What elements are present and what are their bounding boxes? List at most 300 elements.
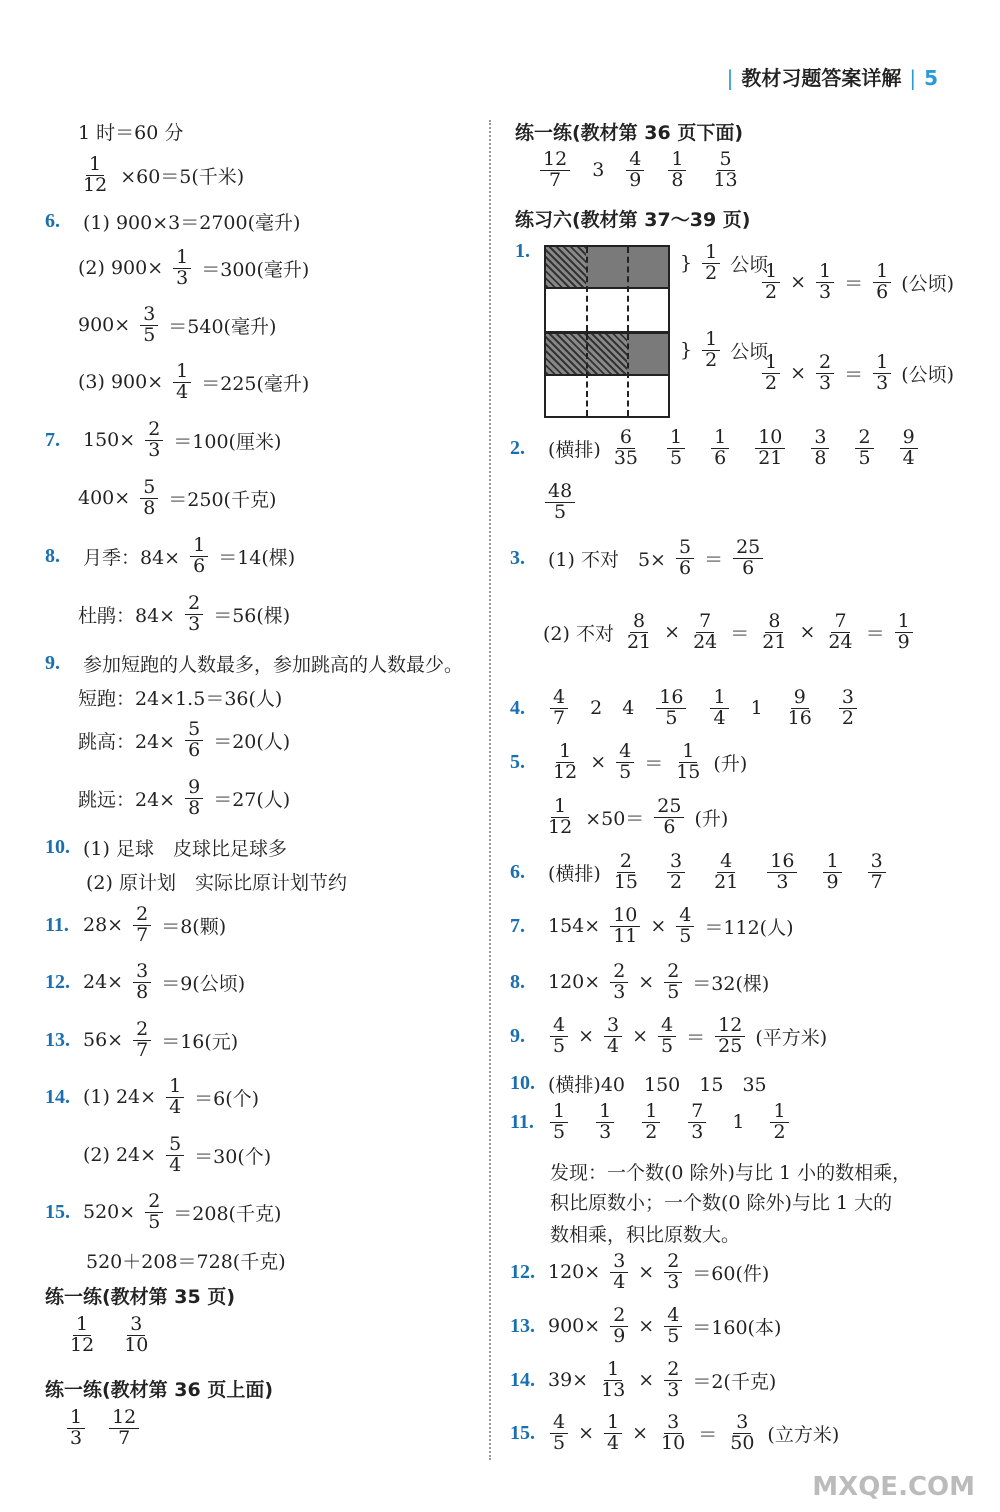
page-header	[719, 62, 938, 91]
fraction	[785, 688, 815, 729]
fraction	[140, 478, 158, 519]
unit: (升)	[694, 807, 729, 830]
expr-post: ×60＝5(千米)	[120, 165, 245, 188]
line	[45, 650, 463, 677]
fraction	[711, 428, 729, 469]
denominator: 5	[858, 446, 871, 469]
denominator: 3	[613, 980, 626, 1003]
denominator: 9	[613, 1324, 626, 1347]
line	[65, 1315, 153, 1356]
fraction	[109, 1408, 139, 1449]
section-title: 练一练(教材第 36 页上面)	[45, 1379, 274, 1401]
expr-pre: 900×	[548, 1315, 601, 1338]
fraction	[610, 1252, 628, 1293]
numerator: 6	[617, 428, 635, 449]
expr-post: ＝32(棵)	[692, 972, 770, 995]
fraction	[658, 1413, 688, 1454]
question-number: 8.	[45, 544, 60, 567]
question-number: 6.	[45, 210, 60, 232]
denominator: 4	[169, 1095, 182, 1118]
question-number: 2.	[510, 436, 525, 459]
answer-row	[548, 1102, 791, 1143]
op: ×	[790, 362, 807, 385]
numerator: 16	[656, 688, 686, 709]
denominator: 8	[136, 980, 149, 1003]
fraction	[166, 1077, 184, 1118]
denominator: 21	[626, 630, 652, 653]
denominator: 4	[902, 446, 915, 469]
line	[550, 1188, 892, 1215]
denominator: 2	[773, 1120, 786, 1143]
numerator: 1	[604, 1360, 622, 1381]
numerator: 48	[545, 482, 575, 503]
numerator: 8	[630, 612, 648, 633]
op: ＝	[844, 363, 864, 386]
denominator: 13	[713, 168, 738, 191]
question-number: 13.	[45, 1028, 70, 1051]
fraction	[185, 720, 203, 761]
fraction	[604, 1413, 622, 1454]
answer-row	[65, 1315, 153, 1356]
fraction	[676, 538, 694, 579]
numerator: 5	[185, 720, 203, 741]
diagram-2-dash1	[586, 334, 588, 416]
expr-post: ＝540(毫升)	[168, 315, 277, 338]
brace-label	[680, 330, 768, 371]
fraction	[811, 428, 829, 469]
line	[510, 1252, 769, 1293]
expr-post: ＝160(本)	[692, 1316, 782, 1339]
denominator: 3	[599, 1120, 612, 1143]
denominator: 6	[742, 556, 755, 579]
expr-pre: (2) 900×	[78, 257, 164, 280]
numerator: 7	[688, 1102, 706, 1123]
expr-post: ＝16(元)	[161, 1030, 239, 1053]
fraction	[710, 688, 728, 729]
denominator: 3	[667, 1270, 680, 1293]
numerator: 1	[873, 262, 891, 283]
denominator: 2	[705, 261, 718, 284]
fraction	[654, 797, 684, 838]
numerator: 12	[715, 1016, 745, 1037]
denominator: 3	[819, 280, 832, 303]
numerator: 4	[550, 1016, 568, 1037]
expr-post: ＝8(颗)	[161, 915, 227, 938]
diagram-2-midline	[546, 374, 668, 376]
op: ×	[650, 915, 667, 938]
line	[78, 478, 276, 519]
numerator: 2	[133, 1020, 151, 1041]
fraction	[755, 428, 785, 469]
fraction	[667, 852, 685, 893]
numerator: 1	[173, 248, 191, 269]
diagram-1-hatch	[546, 247, 586, 287]
numerator: 3	[140, 305, 158, 326]
fraction	[690, 612, 720, 653]
denominator: 8	[188, 796, 201, 819]
op: ＝	[698, 1423, 718, 1446]
denominator: 6	[188, 738, 201, 761]
denominator: 7	[118, 1426, 131, 1449]
section-title: 练习六(教材第 37～39 页)	[515, 209, 751, 231]
denominator: 6	[193, 554, 206, 577]
denominator: 3	[691, 1120, 704, 1143]
numerator: 2	[133, 905, 151, 926]
numerator: 1	[762, 262, 780, 283]
numerator: 4	[550, 688, 568, 709]
numerator: 2	[145, 1192, 163, 1213]
line	[45, 834, 287, 861]
line	[510, 428, 920, 469]
op: ×	[632, 1422, 649, 1445]
line	[78, 248, 309, 289]
numerator: 1	[596, 1102, 614, 1123]
op: ＝	[686, 1026, 706, 1049]
numerator: 3	[868, 852, 886, 873]
numerator: 1	[702, 330, 720, 351]
op: ＝	[844, 272, 864, 295]
denominator: 5	[554, 500, 567, 523]
denominator: 6	[876, 280, 889, 303]
line	[78, 118, 183, 145]
line	[45, 905, 226, 946]
question-number: 12.	[45, 970, 70, 993]
op: ×	[638, 971, 655, 994]
fraction	[868, 852, 886, 893]
denominator: 3	[148, 438, 161, 461]
line	[510, 852, 888, 893]
op: ×	[799, 621, 816, 644]
numerator: 10	[755, 428, 785, 449]
expr-pre: 520×	[83, 1201, 136, 1224]
denominator: 2	[765, 371, 778, 394]
numerator: 3	[127, 1315, 145, 1336]
numerator: 1	[679, 742, 697, 763]
diagram-1-midline	[546, 287, 668, 289]
fraction	[545, 482, 575, 523]
numerator: 1	[711, 428, 729, 449]
fraction	[900, 428, 918, 469]
denominator: 25	[718, 1034, 743, 1057]
brace: }	[680, 252, 693, 275]
question-number: 9.	[45, 652, 60, 674]
numerator: 8	[765, 612, 783, 633]
fraction	[166, 1135, 184, 1176]
fraction	[642, 1102, 660, 1143]
fraction	[67, 1408, 85, 1449]
denominator: 9	[897, 630, 910, 653]
fraction	[604, 1016, 622, 1057]
op: ×	[578, 1422, 595, 1445]
op: ×	[590, 751, 607, 774]
op: ×50＝	[585, 807, 645, 830]
denominator: 7	[553, 706, 566, 729]
numerator: 4	[717, 852, 735, 873]
expr-post: ＝2(千克)	[692, 1370, 777, 1393]
question-number: 10.	[510, 1072, 535, 1094]
numerator: 5	[717, 150, 735, 171]
op: ×	[632, 1025, 649, 1048]
question-number: 6.	[510, 860, 525, 883]
numerator: 12	[540, 150, 570, 171]
line	[86, 1247, 286, 1274]
numerator: 3	[811, 428, 829, 449]
question-number: 12.	[510, 1260, 535, 1283]
line	[45, 962, 245, 1003]
denominator: 21	[714, 870, 739, 893]
denominator: 5	[679, 924, 692, 947]
numerator: 1	[190, 536, 208, 557]
fraction	[673, 742, 703, 783]
unit: 公顷	[730, 253, 769, 276]
denominator: 5	[667, 980, 680, 1003]
denominator: 21	[762, 630, 787, 653]
expr-post: ＝225(毫升)	[201, 372, 310, 395]
fraction	[598, 1360, 628, 1401]
question-number: 3.	[510, 546, 525, 569]
line	[78, 720, 290, 761]
op: ×	[578, 1025, 595, 1048]
denominator: 3	[188, 612, 201, 635]
op: ×	[638, 1315, 655, 1338]
answer-line: (1) 900×3＝2700(毫升)	[83, 212, 301, 234]
numerator: 2	[610, 1306, 628, 1327]
expr-pre: 154×	[548, 915, 601, 938]
fraction	[133, 905, 151, 946]
denominator: 16	[787, 706, 812, 729]
answer-value: 1	[732, 1111, 745, 1134]
op: ＝	[644, 752, 664, 775]
denominator: 50	[730, 1431, 755, 1454]
line	[78, 684, 282, 711]
text-line: 1 时＝60 分	[78, 122, 184, 144]
fraction	[895, 612, 913, 653]
answer-value: 3	[592, 159, 605, 182]
denominator: 15	[613, 870, 639, 893]
denominator: 10	[124, 1333, 149, 1356]
line	[45, 208, 300, 235]
expr-pre: 跳远：24×	[78, 788, 176, 811]
answer-line: 发现：一个数(0 除外)与比 1 小的数相乘，	[550, 1162, 912, 1184]
denominator: 5	[148, 1210, 161, 1233]
fraction	[823, 852, 841, 893]
numerator: 25	[733, 538, 763, 559]
question-number: 7.	[45, 428, 60, 451]
watermark: MXQE.COM	[812, 1472, 975, 1502]
fraction	[715, 1016, 745, 1057]
line	[515, 118, 743, 145]
answer-line: 参加短跑的人数最多，参加跳高的人数最少。	[83, 654, 464, 676]
expr-pre: 900×	[78, 314, 131, 337]
denominator: 3	[667, 1378, 680, 1401]
line	[760, 353, 954, 394]
answer-value: 2	[590, 697, 603, 720]
expr-pre: 28×	[83, 914, 124, 937]
numerator: 3	[133, 962, 151, 983]
line	[550, 1158, 911, 1185]
line	[83, 1135, 271, 1176]
fraction	[855, 428, 873, 469]
fraction	[759, 612, 789, 653]
numerator: 2	[855, 428, 873, 449]
expr-post: ＝56(棵)	[213, 604, 291, 627]
expr-pre: 24×	[83, 971, 124, 994]
question-number: 13.	[510, 1314, 535, 1337]
denominator: 24	[828, 630, 853, 653]
fraction	[664, 962, 682, 1003]
numerator: 2	[816, 353, 834, 374]
numerator: 1	[551, 797, 569, 818]
line	[543, 482, 577, 523]
numerator: 3	[733, 1413, 751, 1434]
line	[78, 594, 290, 635]
fraction	[550, 1413, 568, 1454]
diagram-2-shade	[627, 334, 668, 374]
question-number: 9.	[510, 1024, 525, 1047]
denominator: 35	[613, 446, 639, 469]
op: ×	[790, 271, 807, 294]
numerator: 4	[616, 742, 634, 763]
fraction	[610, 962, 628, 1003]
fraction	[616, 742, 634, 783]
numerator: 4	[658, 1016, 676, 1037]
op: ＝	[704, 548, 724, 571]
expr-post: ＝6(个)	[194, 1087, 260, 1110]
fraction	[550, 1102, 568, 1143]
fraction	[550, 688, 568, 729]
line	[86, 868, 347, 895]
fraction	[611, 852, 641, 893]
fraction	[624, 612, 654, 653]
question-number: 4.	[510, 696, 525, 719]
fraction	[702, 243, 720, 284]
op: ＝	[865, 622, 885, 645]
numerator: 1	[762, 353, 780, 374]
denominator: 2	[705, 348, 718, 371]
fraction	[545, 797, 575, 838]
expr-pre: 150×	[83, 429, 136, 452]
expr-post: ＝14(棵)	[218, 546, 296, 569]
denominator: 12	[83, 173, 108, 196]
numerator: 2	[664, 1252, 682, 1273]
denominator: 12	[548, 815, 573, 838]
numerator: 1	[173, 362, 191, 383]
answer-value: 4	[622, 697, 635, 720]
denominator: 11	[613, 924, 638, 947]
fraction	[711, 852, 741, 893]
question-number: 15.	[510, 1421, 535, 1444]
numerator: 5	[140, 478, 158, 499]
diagram-1	[544, 245, 670, 333]
numerator: 1	[86, 155, 104, 176]
header-title: 教材习题答案详解	[741, 66, 902, 90]
numerator: 16	[767, 852, 797, 873]
denominator: 4	[607, 1034, 620, 1057]
question-number: 11.	[45, 913, 69, 936]
line	[45, 1282, 235, 1309]
expr-pre: 杜鹃：84×	[78, 604, 176, 627]
label: (横排)	[548, 438, 601, 461]
answer-row	[609, 428, 920, 469]
op: ×	[638, 1261, 655, 1284]
denominator: 3	[819, 371, 832, 394]
fraction	[67, 1315, 97, 1356]
line	[78, 778, 290, 819]
numerator: 9	[185, 778, 203, 799]
line	[78, 362, 309, 403]
fraction	[762, 353, 780, 394]
line	[510, 1413, 839, 1454]
line	[45, 1375, 273, 1402]
unit: 公顷	[730, 340, 769, 363]
fraction	[767, 852, 797, 893]
numerator: 9	[900, 428, 918, 449]
numerator: 1	[73, 1315, 91, 1336]
fraction	[667, 428, 685, 469]
denominator: 3	[776, 870, 789, 893]
denominator: 4	[607, 1431, 620, 1454]
line	[510, 1070, 767, 1097]
unit: (平方米)	[755, 1026, 828, 1049]
fraction	[664, 1306, 682, 1347]
answer-line: (横排)40 150 15 35	[548, 1074, 767, 1096]
expr-post: ＝112(人)	[704, 916, 794, 939]
denominator: 5	[667, 1324, 680, 1347]
expr-pre: (1) 24×	[83, 1086, 157, 1109]
line	[538, 150, 743, 191]
fraction	[173, 248, 191, 289]
denominator: 21	[758, 446, 783, 469]
denominator: 6	[714, 446, 727, 469]
numerator: 5	[166, 1135, 184, 1156]
line	[510, 1360, 776, 1401]
fraction	[80, 155, 110, 196]
line	[543, 797, 728, 838]
denominator: 2	[841, 706, 854, 729]
numerator: 1	[550, 1102, 568, 1123]
fraction	[733, 538, 763, 579]
numerator: 4	[664, 1306, 682, 1327]
denominator: 9	[629, 168, 642, 191]
fraction	[816, 262, 834, 303]
numerator: 4	[626, 150, 644, 171]
numerator: 2	[185, 594, 203, 615]
question-number: 10.	[45, 836, 70, 858]
numerator: 1	[642, 1102, 660, 1123]
numerator: 1	[668, 150, 686, 171]
line	[510, 1306, 781, 1347]
fraction	[610, 1306, 628, 1347]
numerator: 25	[654, 797, 684, 818]
answer-row	[609, 852, 888, 893]
answer-row	[548, 688, 859, 729]
fraction	[668, 150, 686, 191]
unit: (立方米)	[767, 1423, 840, 1446]
numerator: 1	[67, 1408, 85, 1429]
page-number: 5	[924, 66, 938, 90]
answer-line: 短跑：24×1.5＝36(人)	[78, 688, 283, 710]
label: (横排)	[548, 862, 601, 885]
fraction	[610, 906, 640, 947]
line	[45, 536, 295, 577]
denominator: 8	[671, 168, 684, 191]
unit: (公顷)	[901, 363, 955, 386]
line	[78, 155, 244, 196]
line	[45, 420, 281, 461]
answer-row	[538, 150, 743, 191]
denominator: 5	[553, 1034, 566, 1057]
numerator: 4	[550, 1413, 568, 1434]
